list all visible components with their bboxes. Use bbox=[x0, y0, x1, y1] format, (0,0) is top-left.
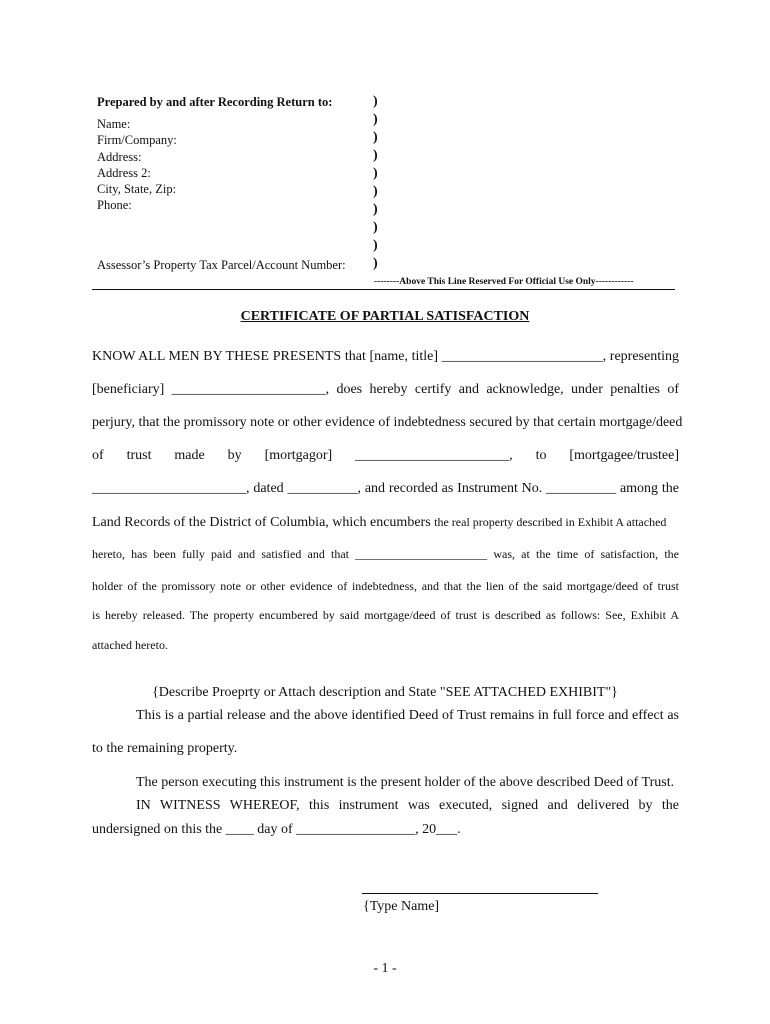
body-line-part: Land Records of the District of Columbia, which encumbers bbox=[92, 515, 435, 530]
body-line: attached hereto. bbox=[92, 638, 168, 652]
city-state-zip-field-label: City, State, Zip: bbox=[97, 182, 177, 196]
recording-divider bbox=[92, 289, 675, 290]
official-use-notice: --------Above This Line Reserved For Official Use Only------------ bbox=[374, 277, 634, 287]
bracket-paren: ) bbox=[373, 202, 378, 217]
return-to-heading: Prepared by and after Recording Return to: bbox=[97, 95, 333, 109]
address-field-label: Address: bbox=[97, 150, 142, 164]
describe-property-instruction: {Describe Proeprty or Attach description and State "SEE ATTACHED EXHIBIT"} bbox=[152, 685, 618, 700]
certificate-title: CERTIFICATE OF PARTIAL SATISFACTION bbox=[240, 309, 530, 324]
body-line: [beneficiary] ______________________, does hereby certify and acknowledge, under penalties of bbox=[92, 382, 679, 397]
firm-company-field-label: Firm/Company: bbox=[97, 133, 177, 147]
bracket-paren: ) bbox=[373, 238, 378, 253]
body-line: is hereby released. The property encumbered by said mortgage/deed of trust is described as follows: See, Exhibit A bbox=[92, 608, 679, 622]
bracket-paren: ) bbox=[373, 94, 378, 109]
bracket-paren: ) bbox=[373, 256, 378, 271]
bracket-paren: ) bbox=[373, 220, 378, 235]
witness-line: IN WITNESS WHEREOF, this instrument was executed, signed and delivered by the bbox=[136, 798, 679, 813]
assessor-parcel-label: Assessor’s Property Tax Parcel/Account Number: bbox=[97, 258, 346, 272]
type-name-label: {Type Name] bbox=[363, 899, 440, 914]
witness-line: undersigned on this the ____ day of _________________, 20___. bbox=[92, 822, 461, 837]
body-line: holder of the promissory note or other evidence of indebtedness, and that the lien of the said mortgage/deed of trust bbox=[92, 579, 679, 593]
body-line: of trust made by [mortgagor] ______________________, to [mortgagee/trustee] bbox=[92, 448, 679, 463]
bracket-paren: ) bbox=[373, 166, 378, 181]
body-line: KNOW ALL MEN BY THESE PRESENTS that [name, title] _______________________, representing bbox=[92, 349, 679, 364]
bracket-paren: ) bbox=[373, 148, 378, 163]
signature-line bbox=[362, 893, 598, 894]
name-field-label: Name: bbox=[97, 117, 131, 131]
person-executing-statement: The person executing this instrument is the present holder of the above described Deed of Trust. bbox=[136, 775, 675, 790]
phone-field-label: Phone: bbox=[97, 198, 132, 212]
body-line: hereto, has been fully paid and satisfied and that ______________________ was, at the time of satisfaction, the bbox=[92, 547, 679, 561]
partial-release-line: to the remaining property. bbox=[92, 741, 238, 756]
body-line: perjury, that the promissory note or other evidence of indebtedness secured by that certain mortgage/deed bbox=[92, 415, 683, 430]
bracket-paren: ) bbox=[373, 184, 378, 199]
body-line: ______________________, dated __________, and recorded as Instrument No. __________ among the bbox=[92, 481, 679, 496]
page-number: - 1 - bbox=[373, 961, 397, 976]
body-line bbox=[92, 513, 666, 531]
partial-release-line: This is a partial release and the above identified Deed of Trust remains in full force and effect as bbox=[136, 708, 679, 723]
bracket-paren: ) bbox=[373, 112, 378, 127]
body-line-part: the real property described in Exhibit A attached bbox=[434, 515, 667, 529]
bracket-paren: ) bbox=[373, 130, 378, 145]
address2-field-label: Address 2: bbox=[97, 166, 151, 180]
